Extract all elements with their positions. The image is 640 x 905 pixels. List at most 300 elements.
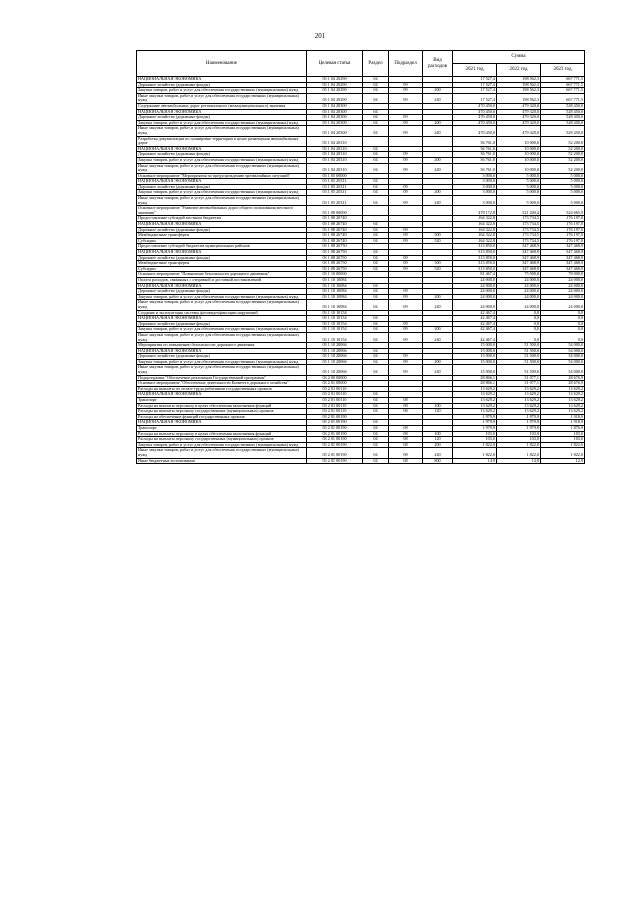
cell-target: 03 2 01 00190	[307, 426, 363, 432]
table-row	[137, 136, 585, 146]
cell-2023: 52 200,0	[541, 157, 585, 163]
cell-name: НАЦИОНАЛЬНАЯ ЭКОНОМИКА	[137, 109, 307, 115]
cell-2021: 42 467,4	[453, 332, 497, 342]
cell-2022: 198 562,3	[497, 77, 541, 83]
cell-2021: 103,0	[453, 431, 497, 437]
cell-2023: 176 197,0	[541, 222, 585, 228]
cell-target: 03 1 10 20066	[307, 354, 363, 360]
cell-expense-type: 240	[423, 196, 453, 206]
cell-subsection: 09	[389, 152, 423, 158]
cell-name: Расходы на выплаты персоналу государственных (муниципальных) органов	[137, 409, 307, 415]
cell-section: 04	[363, 458, 389, 464]
cell-2023: 528 450,0	[541, 103, 585, 109]
cell-2023: 24 000,0	[541, 294, 585, 300]
cell-2023: 103,0	[541, 431, 585, 437]
cell-name: НАЦИОНАЛЬНАЯ ЭКОНОМИКА	[137, 420, 307, 426]
cell-subsection: 09	[389, 115, 423, 121]
cell-subsection: 09	[389, 359, 423, 365]
cell-section: 04	[363, 179, 389, 185]
cell-2021: 164 322,8	[453, 238, 497, 244]
cell-subsection: 09	[389, 120, 423, 126]
cell-target: 03 1 04 20300	[307, 120, 363, 126]
cell-target: 03 1 05 20311	[307, 184, 363, 190]
cell-2021: 28 866,1	[453, 381, 497, 387]
cell-2022: 198 562,3	[497, 88, 541, 94]
cell-2021: 15 000,0	[453, 365, 497, 375]
cell-section: 04	[363, 261, 389, 267]
cell-2023: 176 197,0	[541, 216, 585, 222]
cell-section: 04	[363, 196, 389, 206]
cell-2021: 17 527,4	[453, 77, 497, 83]
cell-2023: 528 450,0	[541, 109, 585, 115]
cell-target: 03 1 05 00000	[307, 173, 363, 179]
cell-subsection: 09	[389, 238, 423, 244]
cell-target: 03 1 05 20311	[307, 190, 363, 196]
cell-2022: 1 979,9	[497, 420, 541, 426]
cell-name: Закупка товаров, работ и услуг для обеспечения государственных (муниципальных) нужд	[137, 157, 307, 163]
cell-expense-type: 240	[423, 365, 453, 375]
cell-target: 03 1 10 10154	[307, 327, 363, 333]
cell-target: 03 1 08 26750	[307, 250, 363, 256]
cell-target: 03 2 01 00110	[307, 409, 363, 415]
cell-target: 03 1 04 20310	[307, 152, 363, 158]
cell-section: 04	[363, 359, 389, 365]
cell-name: Содержание автомобильных дорог регионального (межмуниципального) значения	[137, 103, 307, 109]
cell-2021: 470 450,0	[453, 103, 497, 109]
cell-target: 03 1 10 10084	[307, 277, 363, 283]
cell-subsection: 09	[389, 196, 423, 206]
cell-subsection	[389, 206, 423, 216]
cell-name: НАЦИОНАЛЬНАЯ ЭКОНОМИКА	[137, 222, 307, 228]
cell-section: 04	[363, 442, 389, 448]
cell-subsection: 09	[389, 255, 423, 261]
cell-2022: 5 000,0	[497, 173, 541, 179]
cell-2023: 13 629,2	[541, 386, 585, 392]
cell-subsection: 09	[389, 184, 423, 190]
cell-name: НАЦИОНАЛЬНАЯ ЭКОНОМИКА	[137, 316, 307, 322]
cell-2022: 347 468,9	[497, 244, 541, 250]
cell-2023: 24 000,0	[541, 277, 585, 283]
cell-expense-type: 100	[423, 403, 453, 409]
cell-2023: 12,9	[541, 458, 585, 464]
cell-name: Транспорт	[137, 398, 307, 404]
cell-name: Субсидии	[137, 238, 307, 244]
cell-name: Дорожное хозяйство (дорожные фонды)	[137, 227, 307, 233]
cell-2021: 1 979,9	[453, 414, 497, 420]
cell-target: 03 2 01 00190	[307, 420, 363, 426]
cell-target: 03 1 04 20310	[307, 157, 363, 163]
cell-subsection: 09	[389, 227, 423, 233]
cell-expense-type: 120	[423, 409, 453, 415]
cell-2021: 313 850,0	[453, 266, 497, 272]
cell-2022: 1 979,9	[497, 426, 541, 432]
cell-2023: 54 000,0	[541, 365, 585, 375]
cell-subsection: 08	[389, 448, 423, 458]
cell-name: Закупка товаров, работ и услуг для обеспечения государственных (муниципальных) нужд	[137, 442, 307, 448]
cell-target: 03 2 01 00190	[307, 458, 363, 464]
cell-name: Разработка документации по планировке территории в целях размещения автомобильных дорог	[137, 136, 307, 146]
cell-2023: 667 771,5	[541, 93, 585, 103]
cell-expense-type: 200	[423, 359, 453, 365]
cell-2021: 3 000,0	[453, 196, 497, 206]
cell-name: Межбюджетные трансферты	[137, 261, 307, 267]
cell-2022: 13 629,2	[497, 403, 541, 409]
cell-name: Создание и эксплуатация системы фотовидеофиксации нарушений	[137, 310, 307, 316]
cell-target: 03 2 00 00000	[307, 375, 363, 381]
cell-2022: 479 320,0	[497, 115, 541, 121]
cell-2022: 198 562,3	[497, 93, 541, 103]
cell-2023: 5 000,0	[541, 184, 585, 190]
cell-name: НАЦИОНАЛЬНАЯ ЭКОНОМИКА	[137, 392, 307, 398]
cell-section: 04	[363, 431, 389, 437]
cell-2021: 164 322,8	[453, 222, 497, 228]
cell-target: 03 1 04 20310	[307, 146, 363, 152]
cell-2023: 528 450,0	[541, 115, 585, 121]
cell-section: 04	[363, 294, 389, 300]
cell-2022: 1 822,0	[497, 448, 541, 458]
cell-2022: 75 500,0	[497, 272, 541, 278]
cell-subsection: 08	[389, 442, 423, 448]
cell-2023: 52 200,0	[541, 152, 585, 158]
table-body	[137, 77, 585, 464]
cell-2021: 470 450,0	[453, 115, 497, 121]
cell-2023: 103,0	[541, 437, 585, 443]
cell-name: Расходы на обеспечение функций государственных органов	[137, 414, 307, 420]
cell-section: 04	[363, 266, 389, 272]
cell-2021: 42 467,4	[453, 310, 497, 316]
cell-name: Закупка товаров, работ и услуг для обеспечения государственных (муниципальных) нужд	[137, 327, 307, 333]
cell-expense-type: 520	[423, 238, 453, 244]
cell-2023: 52 200,0	[541, 136, 585, 146]
cell-2021: 36 761,0	[453, 152, 497, 158]
cell-target: 03 1 05 20311	[307, 179, 363, 185]
cell-section: 04	[363, 238, 389, 244]
cell-2023: 347 468,9	[541, 255, 585, 261]
cell-section: 04	[363, 146, 389, 152]
cell-2021: 14,9	[453, 458, 497, 464]
cell-name: Транспорт	[137, 426, 307, 432]
table-row	[137, 332, 585, 342]
cell-2021: 13 629,2	[453, 409, 497, 415]
cell-section: 04	[363, 82, 389, 88]
cell-2022: 0,0	[497, 321, 541, 327]
cell-target: 03 2 01 00190	[307, 431, 363, 437]
cell-subsection: 09	[389, 157, 423, 163]
cell-section: 04	[363, 115, 389, 121]
cell-2022: 24 000,0	[497, 294, 541, 300]
cell-target: 03 1 04 20300	[307, 115, 363, 121]
cell-target: 03 1 10 10084	[307, 289, 363, 295]
cell-2021: 17 527,4	[453, 93, 497, 103]
cell-name: Иные закупки товаров, работ и услуг для обеспечения государственных (муниципальных) нужд	[137, 126, 307, 136]
cell-expense-type: 200	[423, 157, 453, 163]
cell-name: Закупка товаров, работ и услуг для обеспечения государственных (муниципальных) нужд	[137, 294, 307, 300]
cell-target: 03 1 08 26750	[307, 244, 363, 250]
cell-expense-type: 200	[423, 190, 453, 196]
cell-2022: 173 734,5	[497, 222, 541, 228]
cell-2022: 51 500,0	[497, 354, 541, 360]
cell-name: Дорожное хозяйство (дорожные фонды)	[137, 289, 307, 295]
cell-2022: 173 734,5	[497, 238, 541, 244]
cell-section: 04	[363, 420, 389, 426]
cell-2021: 36 761,0	[453, 146, 497, 152]
cell-name: Расходы на выплаты по оплате труда работников государственных органов	[137, 386, 307, 392]
cell-expense-type: 520	[423, 266, 453, 272]
cell-2023: 54 000,0	[541, 359, 585, 365]
cell-name: Дорожное хозяйство (дорожные фонды)	[137, 115, 307, 121]
header-name: Наименование	[137, 51, 307, 77]
cell-target: 03 2 01 00000	[307, 381, 363, 387]
cell-2023: 528 450,0	[541, 126, 585, 136]
cell-2022: 347 468,9	[497, 250, 541, 256]
cell-subsection	[389, 136, 423, 146]
cell-target: 03 1 10 10084	[307, 283, 363, 289]
cell-name: Иные закупки товаров, работ и услуг для обеспечения государственных (муниципальных) нужд	[137, 196, 307, 206]
cell-2022: 24 000,0	[497, 277, 541, 283]
cell-name: Основное мероприятие "Развитие автомобильных дорог общего пользования местного значения"	[137, 206, 307, 216]
cell-name: Закупка товаров, работ и услуг для обеспечения государственных (муниципальных) нужд	[137, 359, 307, 365]
cell-subsection: 09	[389, 300, 423, 310]
cell-expense-type: 500	[423, 261, 453, 267]
cell-target: 03 1 04 20310	[307, 163, 363, 173]
cell-section: 04	[363, 93, 389, 103]
cell-2022: 5 000,0	[497, 190, 541, 196]
cell-target: 03 1 05 20311	[307, 196, 363, 206]
cell-expense-type	[423, 136, 453, 146]
cell-name: НАЦИОНАЛЬНАЯ ЭКОНОМИКА	[137, 179, 307, 185]
cell-target: 03 2 01 00190	[307, 414, 363, 420]
cell-2023: 54 000,0	[541, 354, 585, 360]
cell-subsection: 09	[389, 88, 423, 94]
cell-name: Субсидии	[137, 266, 307, 272]
cell-2023: 347 468,9	[541, 244, 585, 250]
cell-name: Дорожное хозяйство (дорожные фонды)	[137, 82, 307, 88]
cell-2023: 28 676,9	[541, 375, 585, 381]
cell-2023: 5 000,0	[541, 179, 585, 185]
header-2022: 2022 год	[497, 64, 541, 77]
cell-2021: 42 467,4	[453, 327, 497, 333]
cell-2022: 479 320,0	[497, 120, 541, 126]
cell-target: 03 1 10 10154	[307, 310, 363, 316]
cell-2021: 15 000,0	[453, 359, 497, 365]
cell-expense-type: 240	[423, 126, 453, 136]
cell-2022: 0,0	[497, 332, 541, 342]
cell-name: НАЦИОНАЛЬНАЯ ЭКОНОМИКА	[137, 250, 307, 256]
cell-2021: 478 172,8	[453, 206, 497, 216]
cell-target: 03 1 08 26750	[307, 261, 363, 267]
cell-2023: 1 918,9	[541, 414, 585, 420]
cell-2022: 10 000,0	[497, 136, 541, 146]
cell-2023: 13 629,2	[541, 392, 585, 398]
cell-target: 03 1 10 20066	[307, 359, 363, 365]
cell-2022: 13 629,2	[497, 386, 541, 392]
cell-section: 04	[363, 227, 389, 233]
header-2023: 2023 год	[541, 64, 585, 77]
cell-target: 03 2 01 00110	[307, 392, 363, 398]
cell-section: 04	[363, 365, 389, 375]
cell-2021: 1 822,0	[453, 448, 497, 458]
cell-2023: 667 771,5	[541, 82, 585, 88]
cell-section: 04	[363, 157, 389, 163]
cell-target: 03 1 04 20300	[307, 103, 363, 109]
cell-2021: 470 450,0	[453, 109, 497, 115]
cell-2021: 81 467,4	[453, 272, 497, 278]
cell-2023: 0,0	[541, 332, 585, 342]
cell-2021: 24 000,0	[453, 283, 497, 289]
header-expense-type: Вид расходов	[423, 51, 453, 77]
cell-section: 04	[363, 109, 389, 115]
cell-2021: 164 322,8	[453, 227, 497, 233]
cell-2021: 13 629,2	[453, 392, 497, 398]
cell-2021: 24 000,0	[453, 294, 497, 300]
cell-2021: 313 850,0	[453, 255, 497, 261]
cell-2023: 667 771,5	[541, 77, 585, 83]
cell-target: 03 1 04 20300	[307, 126, 363, 136]
cell-2023: 5 000,0	[541, 190, 585, 196]
cell-name: НАЦИОНАЛЬНАЯ ЭКОНОМИКА	[137, 77, 307, 83]
cell-target: 03 1 08 26740	[307, 216, 363, 222]
cell-subsection: 09	[389, 190, 423, 196]
cell-section: 04	[363, 222, 389, 228]
cell-2023: 24 000,0	[541, 289, 585, 295]
cell-expense-type: 200	[423, 327, 453, 333]
cell-target: 03 1 08 26740	[307, 233, 363, 239]
cell-section: 04	[363, 283, 389, 289]
cell-expense-type: 240	[423, 93, 453, 103]
cell-expense-type: 500	[423, 233, 453, 239]
cell-target: 03 1 08 26740	[307, 238, 363, 244]
cell-expense-type: 120	[423, 437, 453, 443]
cell-2023: 0,0	[541, 321, 585, 327]
cell-name: Иные закупки товаров, работ и услуг для обеспечения государственных (муниципальных) нужд	[137, 300, 307, 310]
cell-2022: 1 979,9	[497, 414, 541, 420]
cell-2021: 164 322,8	[453, 216, 497, 222]
cell-name: Расходы на выплаты персоналу в целях обеспечения выполнения функций	[137, 403, 307, 409]
cell-2021: 36 761,0	[453, 163, 497, 173]
cell-target: 03 2 01 00110	[307, 386, 363, 392]
cell-2021: 3 000,0	[453, 184, 497, 190]
cell-name: Оплата расходов, связанных с отправкой и доставкой постановлений	[137, 277, 307, 283]
cell-2023: 0,0	[541, 310, 585, 316]
cell-2023: 667 771,5	[541, 88, 585, 94]
cell-subsection: 08	[389, 409, 423, 415]
cell-2021: 24 000,0	[453, 277, 497, 283]
header-section: Раздел	[363, 51, 389, 77]
cell-name: Дорожное хозяйство (дорожные фонды)	[137, 354, 307, 360]
cell-subsection: 08	[389, 426, 423, 432]
cell-target: 03 1 10 20066	[307, 365, 363, 375]
cell-2022: 173 734,5	[497, 233, 541, 239]
cell-section: 04	[363, 255, 389, 261]
cell-2022: 10 000,0	[497, 146, 541, 152]
header-subsection: Подраздел	[389, 51, 423, 77]
cell-2023: 1 918,9	[541, 420, 585, 426]
table-row	[137, 196, 585, 206]
cell-subsection: 09	[389, 93, 423, 103]
cell-section: 04	[363, 316, 389, 322]
cell-2023: 13 629,2	[541, 398, 585, 404]
header-target: Целевая статья	[307, 51, 363, 77]
cell-2023: 54 000,0	[541, 348, 585, 354]
cell-2023: 28 676,9	[541, 381, 585, 387]
cell-name: Основное мероприятие "Обеспечение деятельности Комитета дорожного хозяйства"	[137, 381, 307, 387]
cell-name: НАЦИОНАЛЬНАЯ ЭКОНОМИКА	[137, 348, 307, 354]
cell-2023: 54 000,0	[541, 343, 585, 349]
cell-2021: 15 000,0	[453, 354, 497, 360]
cell-subsection: 09	[389, 294, 423, 300]
cell-2022: 10 000,0	[497, 157, 541, 163]
cell-section: 04	[363, 354, 389, 360]
cell-name: НАЦИОНАЛЬНАЯ ЭКОНОМИКА	[137, 146, 307, 152]
cell-2023: 524 665,9	[541, 206, 585, 216]
cell-2022: 51 500,0	[497, 365, 541, 375]
cell-2022: 13 629,2	[497, 409, 541, 415]
cell-2021: 13 629,2	[453, 386, 497, 392]
cell-2023: 78 000,0	[541, 272, 585, 278]
cell-2022: 5 000,0	[497, 196, 541, 206]
cell-name: Иные бюджетные ассигнования	[137, 458, 307, 464]
cell-2021: 42 467,4	[453, 321, 497, 327]
cell-2021: 17 527,4	[453, 88, 497, 94]
cell-section: 04	[363, 348, 389, 354]
cell-subsection: 08	[389, 437, 423, 443]
cell-name: Иные закупки товаров, работ и услуг для обеспечения государственных (муниципальных) нужд	[137, 448, 307, 458]
cell-2022: 51 500,0	[497, 343, 541, 349]
cell-2022: 14,9	[497, 458, 541, 464]
cell-2023: 528 450,0	[541, 120, 585, 126]
cell-subsection: 09	[389, 266, 423, 272]
cell-2022: 24 000,0	[497, 283, 541, 289]
cell-name: Межбюджетные трансферты	[137, 233, 307, 239]
cell-section: 04	[363, 88, 389, 94]
cell-2023: 13 629,2	[541, 403, 585, 409]
cell-section: 04	[363, 289, 389, 295]
cell-2022: 13 629,2	[497, 392, 541, 398]
cell-target: 03 1 10 20066	[307, 348, 363, 354]
cell-2022: 479 320,0	[497, 103, 541, 109]
cell-2022: 0,0	[497, 310, 541, 316]
cell-2021: 313 850,0	[453, 244, 497, 250]
cell-subsection: 09	[389, 233, 423, 239]
table-row	[137, 365, 585, 375]
table-row	[137, 163, 585, 173]
cell-2021: 15 000,0	[453, 343, 497, 349]
cell-name: Иные закупки товаров, работ и услуг для обеспечения государственных (муниципальных) нужд	[137, 365, 307, 375]
cell-2022: 24 000,0	[497, 289, 541, 295]
cell-expense-type: 200	[423, 88, 453, 94]
cell-target: 03 1 04 20290	[307, 88, 363, 94]
cell-2022: 173 734,5	[497, 227, 541, 233]
cell-section	[363, 206, 389, 216]
cell-2023: 176 197,0	[541, 238, 585, 244]
cell-2022: 5 000,0	[497, 184, 541, 190]
cell-2023: 347 468,9	[541, 266, 585, 272]
cell-target: 03 1 04 20310	[307, 136, 363, 146]
cell-name: Дорожное хозяйство (дорожные фонды)	[137, 184, 307, 190]
table-row	[137, 458, 585, 464]
cell-name: Основное мероприятие "Повышение безопасности дорожного движения"	[137, 272, 307, 278]
table-row	[137, 126, 585, 136]
cell-section: 04	[363, 426, 389, 432]
cell-expense-type: 240	[423, 163, 453, 173]
cell-name: Мероприятия по повышению безопасности дорожного движения	[137, 343, 307, 349]
cell-2023: 52 200,0	[541, 146, 585, 152]
cell-2022: 31 077,1	[497, 375, 541, 381]
cell-expense-type: 800	[423, 458, 453, 464]
cell-expense-type: 200	[423, 120, 453, 126]
cell-2022: 347 468,9	[497, 266, 541, 272]
cell-section: 04	[363, 332, 389, 342]
